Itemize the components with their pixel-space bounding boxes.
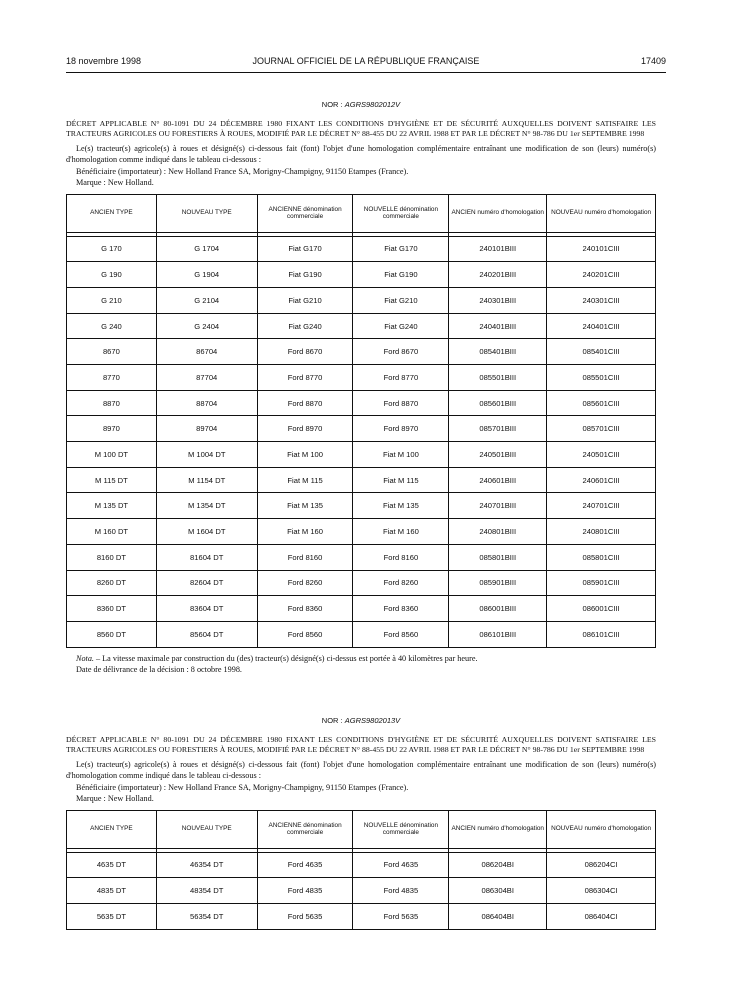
col-nouveau-type-cell: M 1154 DT: [156, 467, 257, 493]
nor-reference: [66, 100, 656, 109]
col-nouvelle-denomination-cell: Ford 8260: [353, 570, 449, 596]
col-ancienne-denomination-cell: Ford 8870: [257, 390, 353, 416]
table-row: [67, 467, 656, 493]
col-ancien-type-cell: 8360 DT: [67, 596, 157, 622]
col-nouvelle-denomination-cell: Ford 8970: [353, 416, 449, 442]
journal-title: JOURNAL OFFICIEL DE LA RÉPUBLIQUE FRANÇAISE: [252, 56, 480, 66]
col-nouvelle-denomination-cell: Ford 8670: [353, 339, 449, 365]
brand: Marque : New Holland.: [76, 793, 154, 803]
col-ancien-type-cell: M 160 DT: [67, 519, 157, 545]
beneficiary: Bénéficiaire (importateur) : New Holland France SA, Morigny-Champigny, 91150 Etampes (France).: [76, 782, 409, 792]
col-ancien-numero-cell: 086404BI: [449, 903, 547, 929]
col-nouvelle-denomination-cell: Ford 8870: [353, 390, 449, 416]
col-nouveau-numero-cell: 240401CIII: [547, 313, 656, 339]
col-nouvelle-denomination-cell: Ford 4635: [353, 852, 449, 878]
col-ancien-numero-cell: 085801BIII: [449, 544, 547, 570]
col-ancien-numero-cell: 240101BIII: [449, 236, 547, 262]
col-ancienne-denomination-cell: Fiat G240: [257, 313, 353, 339]
col-ancienne-denomination-cell: Ford 5635: [257, 903, 353, 929]
col-ancien-type-cell: 8160 DT: [67, 544, 157, 570]
nor-label: NOR :: [321, 716, 343, 725]
col-nouvelle-denomination-cell: Ford 8770: [353, 365, 449, 391]
homologation-table: [66, 810, 656, 930]
col-nouveau-type-cell: G 1904: [156, 262, 257, 288]
col-nouvelle-denomination-cell: Ford 8360: [353, 596, 449, 622]
col-nouvelle-denomination-cell: Fiat G240: [353, 313, 449, 339]
col-ancien-type-cell: M 115 DT: [67, 467, 157, 493]
col-nouveau-type-cell: G 2404: [156, 313, 257, 339]
col-nouvelle-denomination-cell: Ford 4835: [353, 878, 449, 904]
col-nouveau-type-cell: G 2104: [156, 287, 257, 313]
col-ancienne-denomination-cell: Fiat M 115: [257, 467, 353, 493]
col-ancienne-denomination-cell: Ford 8260: [257, 570, 353, 596]
col-nouvelle-denomination-cell: Fiat M 160: [353, 519, 449, 545]
col-nouveau-type-cell: M 1004 DT: [156, 442, 257, 468]
col-nouvelle-denomination-cell: Ford 8560: [353, 621, 449, 647]
table-row: [67, 262, 656, 288]
note-label: Nota.: [76, 653, 94, 663]
nor-label: NOR :: [321, 100, 343, 109]
col-nouveau-numero-cell: 240501CIII: [547, 442, 656, 468]
col-ancien-type-cell: M 135 DT: [67, 493, 157, 519]
col-ancien-numero-cell: 085701BIII: [449, 416, 547, 442]
table-row: [67, 878, 656, 904]
table-row: [67, 544, 656, 570]
col-nouveau-numero-cell: 085401CIII: [547, 339, 656, 365]
col-nouveau-type-cell: G 1704: [156, 236, 257, 262]
col-ancien-numero-cell: 085601BIII: [449, 390, 547, 416]
decision-date: Date de délivrance de la décision : 8 octobre 1998.: [76, 664, 242, 674]
decree-section-2: [66, 716, 656, 930]
table-row: [67, 313, 656, 339]
col-ancien-numero-cell: 086304BI: [449, 878, 547, 904]
col-ancien-type-cell: G 170: [67, 236, 157, 262]
speed-note: [66, 653, 656, 664]
col-nouveau-numero-cell: 240301CIII: [547, 287, 656, 313]
col-ancienne-denomination-cell: Ford 8160: [257, 544, 353, 570]
page-number: 17409: [640, 56, 666, 66]
nor-code: AGRS9802012V: [344, 100, 401, 109]
col-ancien-numero-cell: 086204BI: [449, 852, 547, 878]
col-ancien-type-cell: 5635 DT: [67, 903, 157, 929]
homologation-table: [66, 194, 656, 648]
col-nouveau-numero-cell: 085601CIII: [547, 390, 656, 416]
table-row: [67, 390, 656, 416]
col-ancien-type-cell: G 190: [67, 262, 157, 288]
col-nouveau-type-cell: 48354 DT: [156, 878, 257, 904]
col-ancienne-denomination-cell: Ford 4635: [257, 852, 353, 878]
nor-reference: [66, 716, 656, 725]
col-nouvelle-denomination-cell: Ford 8160: [353, 544, 449, 570]
col-ancien-type-header: ANCIEN TYPE: [67, 194, 157, 232]
col-nouveau-type-cell: 86704: [156, 339, 257, 365]
col-nouveau-type-cell: 89704: [156, 416, 257, 442]
col-ancien-numero-cell: 086101BIII: [449, 621, 547, 647]
col-ancienne-denomination-cell: Ford 4835: [257, 878, 353, 904]
col-ancien-numero-cell: 085901BIII: [449, 570, 547, 596]
col-ancien-type-header: ANCIEN TYPE: [67, 810, 157, 848]
col-ancien-numero-cell: 240601BIII: [449, 467, 547, 493]
col-nouvelle-denomination-cell: Fiat M 115: [353, 467, 449, 493]
col-nouveau-numero-cell: 085501CIII: [547, 365, 656, 391]
decree-title: DÉCRET APPLICABLE N° 80-1091 DU 24 DÉCEMBRE 1980 FIXANT LES CONDITIONS D'HYGIÈNE ET DE SÉCURITÉ AUXQUELLES DOIVENT SATISFAIRE LES TRACTEURS AGRICOLES OU FORESTIERS À ROUES, MODIFIÉ PAR LE DÉCRET N° 88-455 DU 22 AVRIL 1988 ET PAR LE DÉCRET N° 98-786 DU 1er SEPTEMBRE 1998: [66, 735, 656, 754]
col-nouveau-type-cell: 46354 DT: [156, 852, 257, 878]
col-nouveau-numero-cell: 086204CI: [547, 852, 656, 878]
table-row: [67, 442, 656, 468]
table-row: [67, 570, 656, 596]
col-ancien-numero-cell: 240801BIII: [449, 519, 547, 545]
col-ancien-numero-cell: 085501BIII: [449, 365, 547, 391]
table-row: [67, 236, 656, 262]
note-text: – La vitesse maximale par construction du (des) tracteur(s) désigné(s) ci-dessus est portée à 40 kilomètres par heure.: [93, 653, 478, 663]
col-nouveau-type-cell: M 1354 DT: [156, 493, 257, 519]
col-nouveau-numero-cell: 086404CI: [547, 903, 656, 929]
col-ancienne-denomination-header: ANCIENNE dénomination commerciale: [257, 810, 353, 848]
col-nouveau-numero-cell: 085901CIII: [547, 570, 656, 596]
decree-intro: Le(s) tracteur(s) agricole(s) à roues et désigné(s) ci-dessous fait (font) l'objet d'une homologation complémentaire entraînant une modification de son (leurs) numéro(s) d'homologation comme indiqué dans le tableau ci-dessous :: [66, 144, 656, 164]
col-ancienne-denomination-cell: Fiat M 100: [257, 442, 353, 468]
col-nouvelle-denomination-cell: Fiat G190: [353, 262, 449, 288]
col-ancien-numero-cell: 240201BIII: [449, 262, 547, 288]
table-header-row: [67, 810, 656, 848]
issue-date: 18 novembre 1998: [66, 56, 142, 66]
col-ancienne-denomination-cell: Fiat M 160: [257, 519, 353, 545]
col-ancien-numero-cell: 240701BIII: [449, 493, 547, 519]
table-row: [67, 621, 656, 647]
col-ancien-numero-header: ANCIEN numéro d'homologation: [449, 194, 547, 232]
col-nouveau-type-cell: 83604 DT: [156, 596, 257, 622]
col-nouveau-numero-cell: 240201CIII: [547, 262, 656, 288]
col-ancien-type-cell: 8260 DT: [67, 570, 157, 596]
col-ancien-numero-cell: 240501BIII: [449, 442, 547, 468]
table-row: [67, 287, 656, 313]
col-ancien-numero-cell: 240401BIII: [449, 313, 547, 339]
col-nouveau-numero-cell: 085801CIII: [547, 544, 656, 570]
col-ancien-type-cell: G 210: [67, 287, 157, 313]
col-ancienne-denomination-cell: Ford 8560: [257, 621, 353, 647]
table-row: [67, 365, 656, 391]
col-ancien-type-cell: 4635 DT: [67, 852, 157, 878]
page-header: [66, 56, 666, 70]
col-nouveau-numero-cell: 240101CIII: [547, 236, 656, 262]
col-nouveau-numero-cell: 240701CIII: [547, 493, 656, 519]
header-rule: [66, 72, 666, 73]
col-ancienne-denomination-cell: Ford 8970: [257, 416, 353, 442]
col-ancien-type-cell: 8870: [67, 390, 157, 416]
table-row: [67, 493, 656, 519]
table-row: [67, 852, 656, 878]
col-nouveau-numero-cell: 086101CIII: [547, 621, 656, 647]
col-ancien-type-cell: 8670: [67, 339, 157, 365]
table-header-row: [67, 194, 656, 232]
col-nouveau-type-cell: 56354 DT: [156, 903, 257, 929]
col-nouveau-numero-header: NOUVEAU numéro d'homologation: [547, 194, 656, 232]
col-nouveau-type-cell: 85604 DT: [156, 621, 257, 647]
col-ancien-type-cell: 8770: [67, 365, 157, 391]
decree-section-1: [66, 100, 656, 675]
table-row: [67, 596, 656, 622]
col-ancienne-denomination-cell: Ford 8360: [257, 596, 353, 622]
col-ancien-numero-cell: 085401BIII: [449, 339, 547, 365]
col-ancien-type-cell: 8560 DT: [67, 621, 157, 647]
col-nouveau-type-header: NOUVEAU TYPE: [156, 810, 257, 848]
col-nouveau-type-cell: 81604 DT: [156, 544, 257, 570]
col-nouvelle-denomination-header: NOUVELLE dénomination commerciale: [353, 810, 449, 848]
col-ancienne-denomination-cell: Fiat G190: [257, 262, 353, 288]
decree-intro: Le(s) tracteur(s) agricole(s) à roues et désigné(s) ci-dessous fait (font) l'objet d'une homologation complémentaire entraînant une modification de son (leurs) numéro(s) d'homologation comme indiqué dans le tableau ci-dessous :: [66, 760, 656, 780]
col-nouveau-type-cell: 82604 DT: [156, 570, 257, 596]
col-ancien-type-cell: 4835 DT: [67, 878, 157, 904]
col-nouveau-numero-cell: 086001CIII: [547, 596, 656, 622]
col-nouveau-type-header: NOUVEAU TYPE: [156, 194, 257, 232]
table-row: [67, 339, 656, 365]
col-ancienne-denomination-cell: Fiat M 135: [257, 493, 353, 519]
table-row: [67, 416, 656, 442]
col-nouveau-numero-cell: 240801CIII: [547, 519, 656, 545]
table-row: [67, 903, 656, 929]
col-nouveau-numero-cell: 085701CIII: [547, 416, 656, 442]
col-ancien-type-cell: M 100 DT: [67, 442, 157, 468]
beneficiary: Bénéficiaire (importateur) : New Holland France SA, Morigny-Champigny, 91150 Etampes (France).: [76, 166, 409, 176]
col-nouvelle-denomination-cell: Fiat M 135: [353, 493, 449, 519]
col-ancienne-denomination-cell: Fiat G210: [257, 287, 353, 313]
col-nouveau-numero-cell: 240601CIII: [547, 467, 656, 493]
col-ancien-type-cell: 8970: [67, 416, 157, 442]
col-nouvelle-denomination-cell: Fiat G170: [353, 236, 449, 262]
col-nouveau-type-cell: M 1604 DT: [156, 519, 257, 545]
col-ancien-numero-cell: 086001BIII: [449, 596, 547, 622]
col-ancienne-denomination-cell: Fiat G170: [257, 236, 353, 262]
col-nouvelle-denomination-cell: Fiat G210: [353, 287, 449, 313]
col-ancienne-denomination-cell: Ford 8770: [257, 365, 353, 391]
decree-title: DÉCRET APPLICABLE N° 80-1091 DU 24 DÉCEMBRE 1980 FIXANT LES CONDITIONS D'HYGIÈNE ET DE SÉCURITÉ AUXQUELLES DOIVENT SATISFAIRE LES TRACTEURS AGRICOLES OU FORESTIERS À ROUES, MODIFIÉ PAR LE DÉCRET N° 88-455 DU 22 AVRIL 1988 ET PAR LE DÉCRET N° 98-786 DU 1er SEPTEMBRE 1998: [66, 119, 656, 138]
col-ancienne-denomination-cell: Ford 8670: [257, 339, 353, 365]
brand: Marque : New Holland.: [76, 177, 154, 187]
nor-code: AGRS9802013V: [344, 716, 401, 725]
table-row: [67, 519, 656, 545]
col-nouveau-type-cell: 87704: [156, 365, 257, 391]
col-nouvelle-denomination-header: NOUVELLE dénomination commerciale: [353, 194, 449, 232]
col-nouveau-numero-header: NOUVEAU numéro d'homologation: [547, 810, 656, 848]
col-nouveau-type-cell: 88704: [156, 390, 257, 416]
col-ancien-type-cell: G 240: [67, 313, 157, 339]
col-nouveau-numero-cell: 086304CI: [547, 878, 656, 904]
col-ancienne-denomination-header: ANCIENNE dénomination commerciale: [257, 194, 353, 232]
col-ancien-numero-cell: 240301BIII: [449, 287, 547, 313]
col-ancien-numero-header: ANCIEN numéro d'homologation: [449, 810, 547, 848]
col-nouvelle-denomination-cell: Fiat M 100: [353, 442, 449, 468]
col-nouvelle-denomination-cell: Ford 5635: [353, 903, 449, 929]
